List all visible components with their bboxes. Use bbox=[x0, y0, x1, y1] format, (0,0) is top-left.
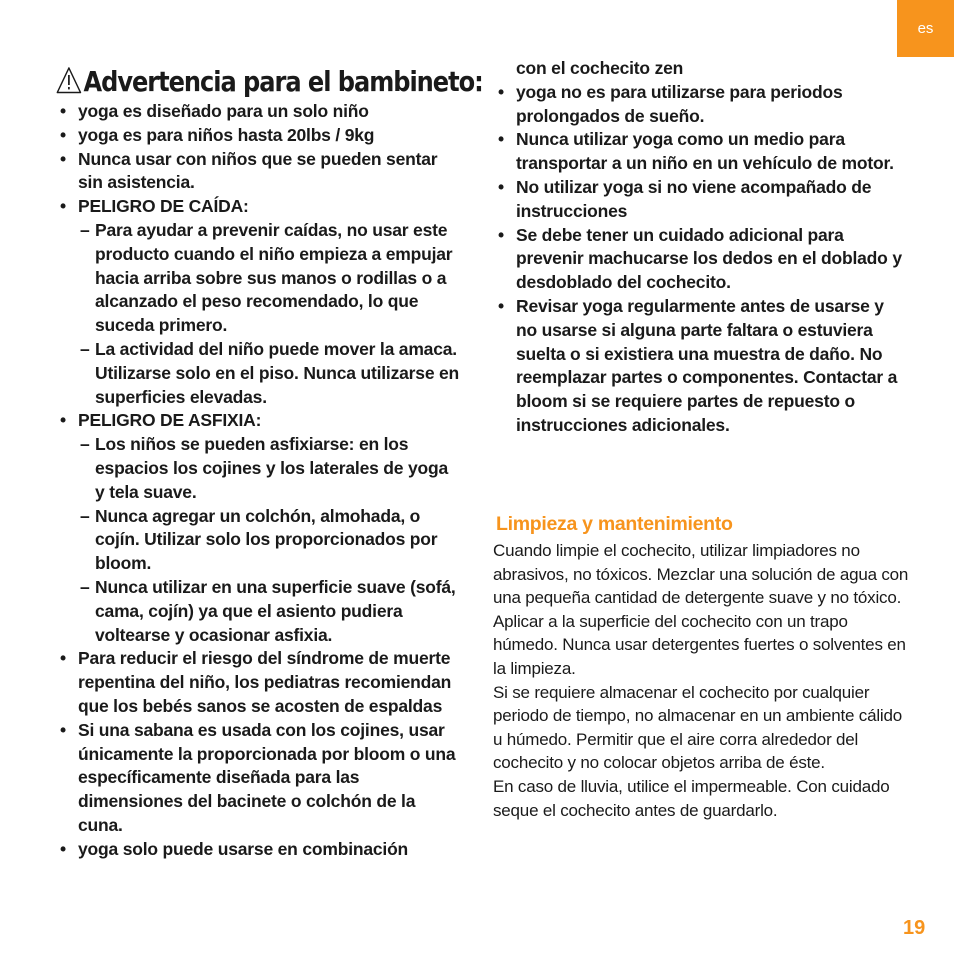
list-item: • Para reducir el riesgo del síndrome de muerte repentina del niño, los pediatras recomiendan que los bebés sanos se acosten de espaldas bbox=[58, 647, 462, 718]
paragraph: En caso de lluvia, utilice el impermeable. Con cuidado seque el cochecito antes de guardarlo. bbox=[493, 776, 890, 820]
page-number: 19 bbox=[903, 917, 926, 939]
list-item-continuation: con el cochecito zen bbox=[516, 58, 684, 78]
list-item: • yoga es diseñado para un solo niño bbox=[58, 100, 462, 124]
list-item: • Si una sabana es usada con los cojines, usar únicamente la proporcionada por bloom o una específicamente diseñada para las dimensiones del bacinete o colchón de la cuna. bbox=[58, 719, 462, 838]
list-item: • Se debe tener un cuidado adicional para prevenir machucarse los dedos en el doblado y desdoblado del cochecito. bbox=[496, 224, 906, 295]
list-item: • yoga solo puede usarse en combinación bbox=[58, 838, 462, 862]
section-heading-cleaning: Limpieza y mantenimiento bbox=[496, 513, 733, 535]
page-title-text: Advertencia para el bambineto: bbox=[83, 65, 483, 98]
warning-list-right bbox=[496, 57, 906, 438]
paragraph: Cuando limpie el cochecito, utilizar limpiadores no abrasivos, no tóxicos. Mezclar una solución de agua con una pequeña cantidad de detergente suave y no tóxico. Aplicar a la superficie del cochecito con un trapo húmedo. Nunca usar detergentes fuertes o solventes en la limpieza. bbox=[493, 541, 909, 678]
sub-list-item: – Para ayudar a prevenir caídas, no usar este producto cuando el niño empieza a empujar hacia arriba sobre sus manos o rodillas o a alcanzado el peso recomendado, lo que suceda primero. bbox=[58, 219, 462, 338]
list-item: • PELIGRO DE ASFIXIA: bbox=[58, 409, 462, 433]
sub-list-item: – Nunca agregar un colchón, almohada, o cojín. Utilizar solo los proporcionados por bloom. bbox=[58, 505, 462, 576]
list-item: • Nunca usar con niños que se pueden sentar sin asistencia. bbox=[58, 148, 462, 196]
paragraph: Si se requiere almacenar el cochecito por cualquier periodo de tiempo, no almacenar en un ambiente cálido u húmedo. Permitir que el aire corra alrededor del cochecito y no colocar objetos arriba de éste. bbox=[493, 682, 903, 773]
cleaning-text bbox=[493, 539, 913, 822]
list-item: • Nunca utilizar yoga como un medio para transportar a un niño en un vehículo de motor. bbox=[496, 128, 906, 176]
list-item: • yoga no es para utilizarse para periodos prolongados de sueño. bbox=[496, 81, 906, 129]
list-item: • PELIGRO DE CAÍDA: bbox=[58, 195, 462, 219]
warning-list-left bbox=[58, 100, 462, 862]
sub-list-item: – Los niños se pueden asfixiarse: en los espacios los cojines y los laterales de yoga y tela suave. bbox=[58, 433, 462, 504]
language-tab: es bbox=[897, 0, 954, 57]
list-item: • Revisar yoga regularmente antes de usarse y no usarse si alguna parte faltara o estuviera suelta o si existiera una muestra de daño. No reemplazar partes o componentes. Contactar a bloom si se requiere partes de repuesto o instrucciones adicionales. bbox=[496, 295, 906, 438]
sub-list-item: – La actividad del niño puede mover la amaca. Utilizarse solo en el piso. Nunca utilizarse en superficies elevadas. bbox=[58, 338, 462, 409]
list-item: • yoga es para niños hasta 20lbs / 9kg bbox=[58, 124, 462, 148]
list-item: • No utilizar yoga si no viene acompañado de instrucciones bbox=[496, 176, 906, 224]
sub-list-item: – Nunca utilizar en una superficie suave (sofá, cama, cojín) ya que el asiento pudiera voltearse y ocasionar asfixia. bbox=[58, 576, 462, 647]
warning-triangle-icon bbox=[56, 66, 82, 94]
page-title bbox=[56, 62, 483, 102]
